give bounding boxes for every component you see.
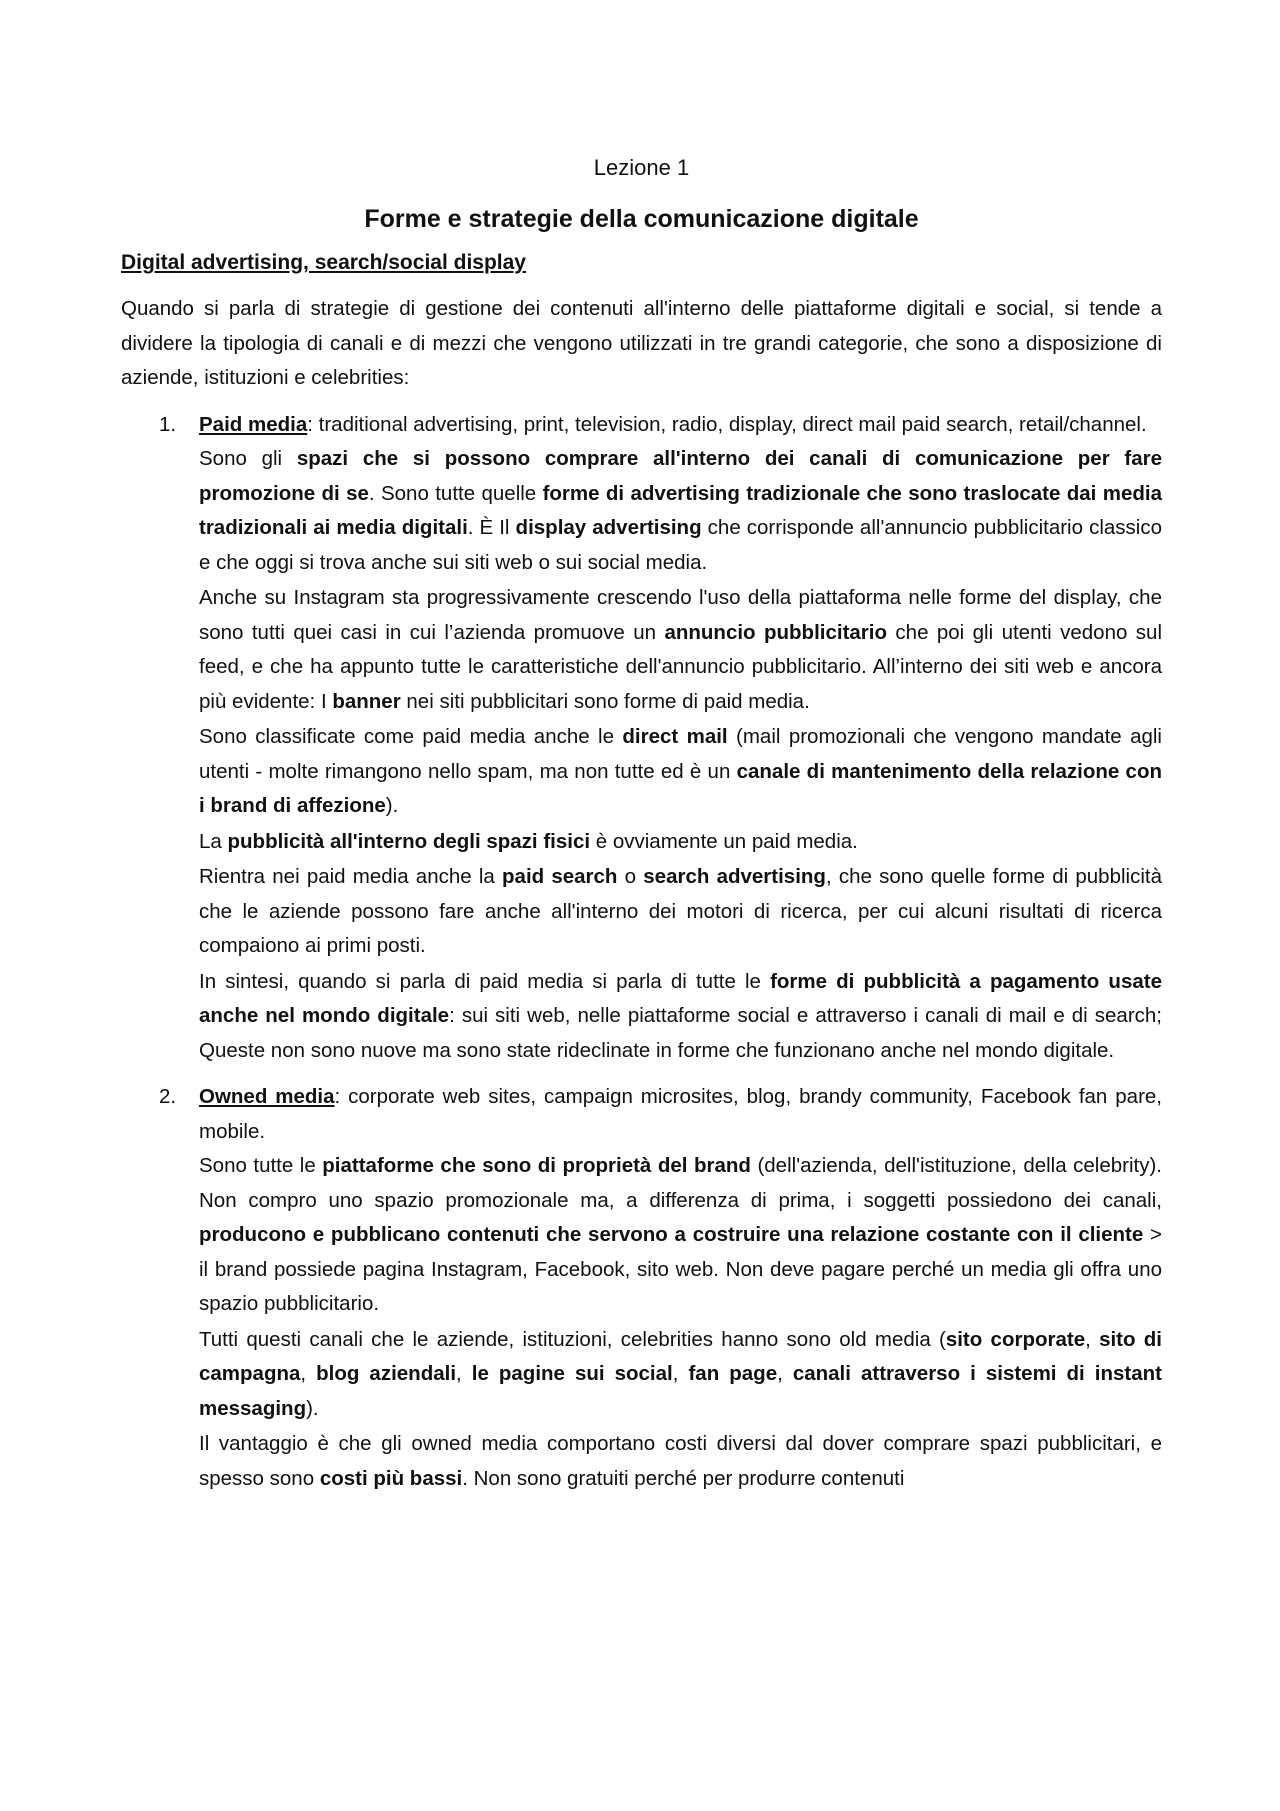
list-item-owned-media — [121, 1080, 1162, 1496]
bold-text: le pagine sui social — [471, 1362, 673, 1385]
bold-text: producono e pubblicano contenuti che servono a costruire una relazione costante con il cliente — [199, 1223, 1144, 1246]
text-run: Sono gli — [199, 447, 297, 470]
bold-text: paid search — [502, 865, 618, 888]
item-label: Owned media — [199, 1085, 335, 1108]
bold-text: canali attraverso i sistemi di instant messaging — [199, 1362, 1162, 1420]
item-heading — [199, 1080, 1162, 1149]
text-run: che poi gli utenti vedono sul feed, e che ha appunto tutte le caratteristiche dell'annuncio pubblicitario. All’interno dei siti web e ancora più evidente: I — [199, 620, 1163, 713]
media-list — [121, 408, 1162, 1497]
text-run: La — [199, 829, 228, 853]
text-run: , — [672, 1362, 689, 1385]
item-paragraph — [199, 825, 1162, 860]
item-head-text: : traditional advertising, print, television, radio, display, direct mail paid search, retail/channel. — [307, 412, 1147, 436]
text-run: è ovviamente un paid media. — [590, 829, 858, 853]
text-run: (dell'azienda, dell'istituzione, della celebrity). Non compro uno spazio promozionale ma, a differenza di prima, i soggetti possiedono dei canali, — [199, 1154, 1163, 1212]
intro-paragraph: Quando si parla di strategie di gestione dei contenuti all'interno delle piattaforme digitali e social, si tende a dividere la tipologia di canali e di mezzi che vengono utilizzati in tre grandi categorie, che sono a disposizione di aziende, istituzioni e celebrities: — [121, 297, 1162, 389]
bold-text: direct mail — [622, 725, 728, 748]
bold-text: search advertising — [643, 865, 826, 888]
item-paragraph — [199, 1427, 1162, 1496]
text-run: In sintesi, quando si parla di paid media si parla di tutte le — [199, 969, 771, 993]
text-run: Il vantaggio è che gli owned media comportano costi diversi dal dover comprare spazi pubblicitari, e spesso sono — [199, 1432, 1162, 1490]
bold-text: blog aziendali — [316, 1362, 457, 1385]
bold-text: forme di advertising tradizionale che sono traslocate dai media tradizionali ai media digitali — [199, 481, 1162, 539]
text-run: nei siti pubblicitari sono forme di paid media. — [400, 689, 810, 713]
bold-text: sito corporate — [945, 1327, 1086, 1351]
bold-text: fan page — [688, 1362, 778, 1385]
bold-text: spazi che si possono comprare all'interno dei canali di comunicazione per fare promozione di se — [199, 447, 1163, 505]
item-paragraph — [199, 581, 1162, 719]
text-run: , che sono quelle forme di pubblicità che le aziende possono fare anche all'interno dei motori di ricerca, per cui alcuni risultati di ricerca compaiono ai primi posti. — [199, 865, 1162, 957]
item-label: Paid media — [199, 412, 308, 436]
bold-text: piattaforme che sono di proprietà del brand — [322, 1154, 751, 1177]
item-paragraph — [199, 860, 1162, 964]
list-number: 1. — [159, 412, 177, 436]
text-run: Anche su Instagram sta progressivamente crescendo l'uso della piattaforma nelle forme del display, che sono tutti quei casi in cui l’azienda promuove un — [199, 586, 1162, 644]
item-paragraph — [199, 720, 1162, 824]
item-paragraph — [199, 1149, 1162, 1322]
item-body — [199, 442, 1162, 1068]
item-body — [199, 1149, 1162, 1496]
text-run: , — [456, 1362, 472, 1385]
text-run: che corrisponde all'annuncio pubblicitario classico e che oggi si trova anche sui siti web o sui social media. — [199, 516, 1162, 574]
list-item-paid-media — [121, 408, 1162, 1069]
item-paragraph — [199, 442, 1162, 580]
item-paragraph — [199, 1323, 1162, 1427]
text-run: . Sono tutte quelle — [368, 481, 543, 505]
text-run: Tutti questi canali che le aziende, istituzioni, celebrities hanno sono old media ( — [199, 1327, 946, 1351]
text-run: Sono classificate come paid media anche le — [199, 725, 623, 748]
text-run: , — [300, 1362, 317, 1385]
bold-text: annuncio pubblicitario — [664, 620, 887, 644]
bold-text: canale di mantenimento della relazione con i brand di affezione — [199, 759, 1162, 817]
item-paragraph — [199, 965, 1162, 1069]
text-run: Rientra nei paid media anche la — [199, 865, 503, 888]
text-run: (mail promozionali che vengono mandate agli utenti - molte rimangono nello spam, ma non tutte ed è un — [199, 725, 1162, 783]
text-run: , — [777, 1362, 793, 1385]
text-run: Sono tutte le — [199, 1154, 323, 1177]
bold-text: sito di campagna — [199, 1327, 1162, 1385]
item-heading — [199, 408, 1162, 443]
bold-text: forme di pubblicità a pagamento usate anche nel mondo digitale — [199, 969, 1162, 1027]
text-run: . Non sono gratuiti perché per produrre contenuti — [462, 1466, 905, 1490]
bold-text: pubblicità all'interno degli spazi fisici — [227, 829, 591, 853]
bold-text: display advertising — [515, 516, 702, 539]
text-run: ). — [306, 1396, 319, 1420]
text-run: o — [617, 865, 644, 888]
text-run: ). — [385, 794, 399, 817]
text-run: : sui siti web, nelle piattaforme social e attraverso i canali di mail e di search; Queste non sono nuove ma sono state rideclinate in forme che funzionano anche nel mondo digitale. — [199, 1004, 1163, 1062]
text-run: > il brand possiede pagina Instagram, Facebook, sito web. Non deve pagare perché un media gli offra uno spazio pubblicitario. — [199, 1223, 1162, 1315]
item-head-text: : corporate web sites, campaign microsites, blog, brandy community, Facebook fan pare, mobile. — [199, 1085, 1162, 1143]
text-run: . È Il — [467, 516, 516, 539]
text-run: , — [1085, 1327, 1100, 1351]
bold-text: banner — [332, 689, 401, 713]
document-title: Forme e strategie della comunicazione digitale — [364, 205, 919, 233]
lesson-label: Lezione 1 — [593, 155, 690, 180]
section-heading: Digital advertising, search/social display — [121, 251, 526, 274]
bold-text: costi più bassi — [319, 1466, 463, 1490]
list-number: 2. — [159, 1085, 177, 1108]
